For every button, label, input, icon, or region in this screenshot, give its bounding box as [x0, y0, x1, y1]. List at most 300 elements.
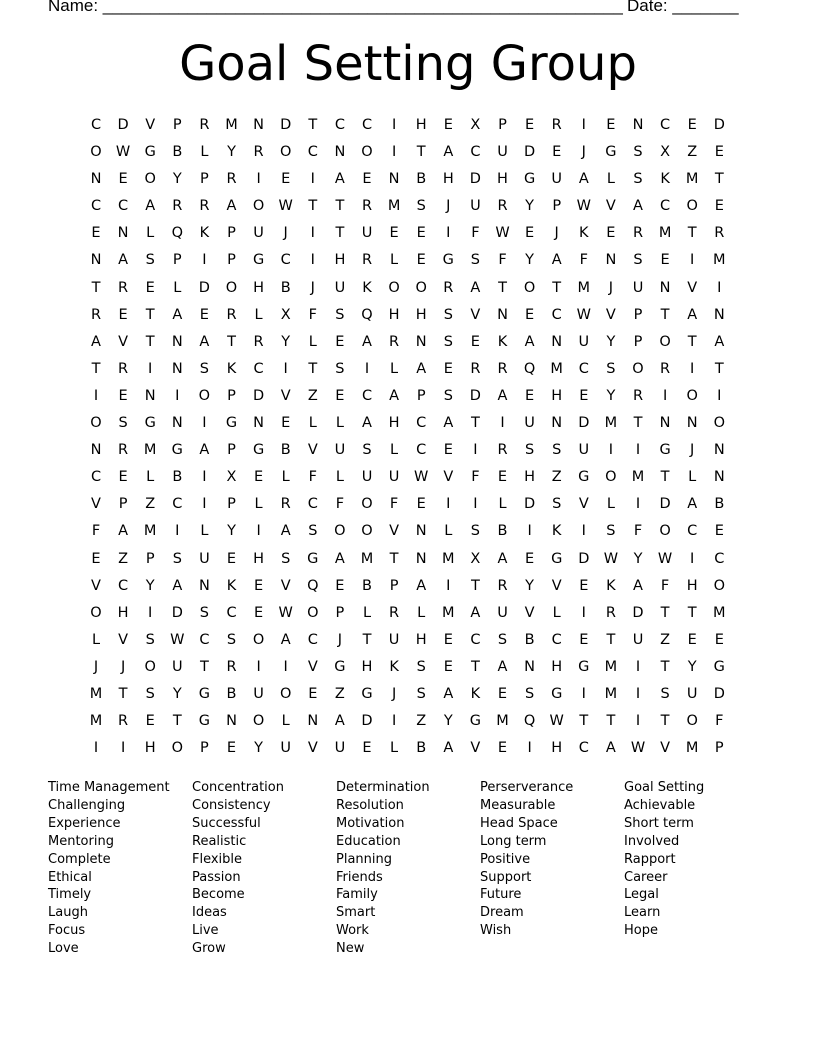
grid-letter[interactable]: N: [713, 442, 725, 459]
grid-letter[interactable]: X: [660, 144, 671, 161]
grid-letter[interactable]: O: [252, 713, 265, 730]
grid-letter[interactable]: I: [310, 171, 315, 188]
grid-letter[interactable]: S: [524, 442, 535, 459]
grid-letter[interactable]: S: [660, 685, 670, 702]
grid-letter[interactable]: E: [226, 740, 237, 757]
grid-letter[interactable]: L: [417, 604, 426, 621]
grid-letter[interactable]: F: [91, 523, 101, 540]
grid-letter[interactable]: V: [91, 577, 101, 594]
grid-letter[interactable]: X: [470, 117, 481, 133]
grid-letter[interactable]: H: [686, 577, 698, 594]
grid-letter[interactable]: J: [310, 279, 315, 296]
grid-letter[interactable]: A: [172, 306, 183, 323]
grid-letter[interactable]: C: [714, 550, 725, 567]
grid-letter[interactable]: V: [443, 469, 454, 486]
grid-letter[interactable]: T: [687, 604, 697, 621]
grid-letter[interactable]: C: [687, 523, 698, 540]
grid-letter[interactable]: V: [605, 198, 616, 215]
grid-letter[interactable]: L: [390, 442, 399, 459]
grid-letter[interactable]: A: [687, 306, 698, 323]
grid-letter[interactable]: U: [470, 198, 481, 215]
grid-letter[interactable]: N: [90, 442, 102, 459]
grid-letter[interactable]: G: [523, 171, 536, 188]
grid-letter[interactable]: N: [551, 415, 563, 432]
grid-letter[interactable]: A: [551, 252, 562, 269]
grid-letter[interactable]: I: [635, 685, 641, 702]
name-field[interactable]: Name: _______________________________________________________: [48, 0, 623, 15]
grid-letter[interactable]: P: [389, 577, 399, 594]
grid-letter[interactable]: P: [552, 198, 562, 215]
grid-letter[interactable]: N: [713, 306, 725, 323]
grid-letter[interactable]: E: [579, 387, 589, 404]
grid-letter[interactable]: P: [633, 333, 643, 350]
grid-letter[interactable]: E: [443, 442, 453, 459]
grid-letter[interactable]: H: [361, 658, 373, 675]
grid-letter[interactable]: A: [714, 333, 725, 350]
grid-letter[interactable]: A: [226, 198, 237, 215]
grid-letter[interactable]: A: [416, 577, 427, 594]
grid-letter[interactable]: E: [118, 469, 128, 486]
grid-letter[interactable]: N: [415, 333, 427, 350]
grid-letter[interactable]: G: [252, 442, 265, 459]
grid-letter[interactable]: E: [497, 740, 508, 757]
grid-letter[interactable]: E: [416, 496, 426, 513]
grid-letter[interactable]: W: [657, 550, 673, 567]
grid-letter[interactable]: I: [202, 252, 207, 269]
grid-letter[interactable]: Q: [361, 306, 373, 323]
grid-letter[interactable]: D: [280, 117, 292, 133]
grid-letter[interactable]: C: [90, 117, 102, 133]
grid-letter[interactable]: N: [171, 360, 183, 377]
grid-letter[interactable]: L: [390, 252, 399, 269]
grid-letter[interactable]: A: [280, 631, 291, 648]
grid-letter[interactable]: A: [334, 713, 345, 730]
grid-letter[interactable]: W: [576, 198, 591, 215]
grid-letter[interactable]: Y: [633, 550, 643, 567]
grid-letter[interactable]: R: [118, 713, 129, 730]
grid-letter[interactable]: S: [552, 496, 562, 513]
grid-letter[interactable]: C: [253, 360, 264, 377]
grid-letter[interactable]: T: [660, 469, 670, 486]
grid-letter[interactable]: A: [145, 198, 156, 215]
grid-letter[interactable]: U: [632, 279, 644, 296]
grid-letter[interactable]: H: [415, 306, 427, 323]
grid-letter[interactable]: L: [308, 333, 317, 350]
grid-letter[interactable]: O: [659, 523, 671, 540]
grid-letter[interactable]: O: [415, 279, 427, 296]
grid-letter[interactable]: H: [551, 740, 563, 757]
grid-letter[interactable]: G: [605, 144, 617, 161]
grid-letter[interactable]: E: [199, 306, 209, 323]
grid-letter[interactable]: T: [660, 604, 670, 621]
grid-letter[interactable]: D: [198, 279, 210, 296]
grid-letter[interactable]: J: [120, 658, 126, 675]
grid-letter[interactable]: P: [200, 171, 209, 188]
grid-letter[interactable]: S: [335, 306, 345, 323]
grid-letter[interactable]: V: [470, 740, 481, 757]
grid-letter[interactable]: S: [199, 360, 209, 377]
grid-letter[interactable]: U: [334, 279, 346, 296]
grid-letter[interactable]: M: [442, 550, 455, 567]
grid-letter[interactable]: U: [388, 469, 400, 486]
grid-letter[interactable]: I: [93, 387, 99, 404]
grid-letter[interactable]: M: [143, 523, 157, 540]
grid-letter[interactable]: E: [281, 171, 291, 188]
grid-letter[interactable]: E: [579, 577, 589, 594]
grid-letter[interactable]: H: [253, 550, 265, 567]
grid-letter[interactable]: M: [604, 415, 618, 432]
grid-letter[interactable]: D: [361, 713, 373, 730]
grid-letter[interactable]: F: [308, 306, 317, 323]
grid-letter[interactable]: P: [227, 225, 236, 242]
grid-letter[interactable]: D: [713, 117, 725, 133]
grid-letter[interactable]: B: [226, 685, 237, 702]
grid-letter[interactable]: Q: [523, 360, 536, 377]
grid-letter[interactable]: N: [226, 713, 237, 730]
grid-letter[interactable]: L: [146, 469, 155, 486]
grid-letter[interactable]: E: [362, 740, 372, 757]
grid-letter[interactable]: A: [470, 604, 481, 621]
grid-letter[interactable]: U: [253, 225, 264, 242]
grid-letter[interactable]: P: [172, 252, 182, 269]
grid-letter[interactable]: C: [280, 252, 291, 269]
grid-letter[interactable]: S: [443, 387, 453, 404]
grid-letter[interactable]: S: [633, 252, 643, 269]
grid-letter[interactable]: H: [551, 387, 563, 404]
grid-letter[interactable]: R: [172, 198, 183, 215]
grid-letter[interactable]: U: [280, 740, 291, 757]
grid-letter[interactable]: C: [470, 631, 481, 648]
grid-letter[interactable]: M: [442, 604, 455, 621]
grid-letter[interactable]: S: [470, 523, 480, 540]
grid-letter[interactable]: J: [93, 658, 99, 675]
grid-letter[interactable]: K: [497, 333, 508, 350]
grid-letter[interactable]: G: [469, 713, 482, 730]
grid-letter[interactable]: C: [307, 496, 318, 513]
grid-letter[interactable]: T: [470, 577, 480, 594]
grid-letter[interactable]: Y: [172, 171, 182, 188]
grid-letter[interactable]: I: [690, 550, 695, 567]
grid-letter[interactable]: I: [717, 387, 722, 404]
grid-letter[interactable]: I: [446, 577, 451, 594]
grid-letter[interactable]: A: [334, 550, 345, 567]
grid-letter[interactable]: I: [527, 523, 532, 540]
grid-letter[interactable]: C: [90, 469, 102, 486]
grid-letter[interactable]: H: [442, 171, 454, 188]
grid-letter[interactable]: D: [524, 144, 536, 161]
grid-letter[interactable]: I: [310, 225, 315, 242]
grid-letter[interactable]: S: [606, 360, 616, 377]
grid-letter[interactable]: C: [90, 198, 102, 215]
grid-letter[interactable]: S: [524, 685, 535, 702]
grid-letter[interactable]: M: [577, 279, 591, 296]
grid-letter[interactable]: C: [551, 306, 562, 323]
grid-letter[interactable]: C: [416, 442, 427, 459]
grid-letter[interactable]: C: [307, 144, 318, 161]
grid-letter[interactable]: I: [175, 387, 180, 404]
grid-letter[interactable]: P: [416, 387, 426, 404]
grid-letter[interactable]: T: [172, 713, 182, 730]
grid-letter[interactable]: V: [145, 117, 156, 133]
grid-letter[interactable]: L: [362, 604, 372, 621]
grid-letter[interactable]: D: [469, 387, 481, 404]
grid-letter[interactable]: L: [254, 306, 263, 323]
grid-letter[interactable]: L: [688, 469, 697, 486]
grid-letter[interactable]: S: [335, 360, 345, 377]
grid-letter[interactable]: R: [470, 360, 481, 377]
grid-letter[interactable]: E: [254, 577, 264, 594]
grid-letter[interactable]: L: [281, 713, 290, 730]
grid-letter[interactable]: Z: [416, 713, 427, 730]
grid-letter[interactable]: Y: [525, 198, 535, 215]
grid-letter[interactable]: U: [497, 604, 508, 621]
grid-letter[interactable]: M: [89, 685, 103, 702]
grid-letter[interactable]: T: [579, 713, 589, 730]
grid-letter[interactable]: I: [391, 713, 397, 730]
grid-letter[interactable]: I: [446, 225, 451, 242]
date-field[interactable]: Date: _______: [627, 0, 739, 15]
grid-letter[interactable]: T: [118, 685, 128, 702]
grid-letter[interactable]: K: [660, 171, 670, 188]
grid-letter[interactable]: E: [389, 225, 399, 242]
grid-letter[interactable]: E: [281, 415, 291, 432]
grid-letter[interactable]: J: [554, 225, 559, 242]
grid-letter[interactable]: U: [388, 631, 400, 648]
grid-letter[interactable]: A: [118, 252, 129, 269]
grid-letter[interactable]: M: [89, 713, 103, 730]
grid-letter[interactable]: H: [497, 171, 508, 188]
grid-letter[interactable]: C: [361, 117, 373, 133]
grid-letter[interactable]: T: [416, 144, 426, 161]
grid-letter[interactable]: U: [551, 171, 562, 188]
grid-letter[interactable]: W: [576, 306, 591, 323]
grid-letter[interactable]: R: [605, 604, 616, 621]
grid-letter[interactable]: K: [226, 360, 237, 377]
grid-letter[interactable]: P: [498, 117, 507, 133]
grid-letter[interactable]: R: [361, 198, 373, 215]
grid-letter[interactable]: L: [200, 523, 209, 540]
grid-letter[interactable]: I: [175, 523, 180, 540]
grid-letter[interactable]: P: [118, 496, 128, 513]
grid-letter[interactable]: S: [416, 198, 426, 215]
grid-letter[interactable]: A: [443, 685, 454, 702]
grid-letter[interactable]: I: [283, 658, 288, 675]
grid-letter[interactable]: E: [497, 469, 508, 486]
grid-letter[interactable]: E: [525, 225, 535, 242]
grid-letter[interactable]: M: [496, 713, 509, 730]
grid-letter[interactable]: L: [390, 740, 399, 757]
grid-letter[interactable]: J: [283, 225, 288, 242]
grid-letter[interactable]: U: [361, 469, 373, 486]
grid-letter[interactable]: Z: [660, 631, 671, 648]
grid-letter[interactable]: W: [414, 469, 429, 486]
grid-letter[interactable]: O: [90, 415, 102, 432]
grid-letter[interactable]: A: [470, 279, 481, 296]
grid-letter[interactable]: J: [446, 198, 451, 215]
grid-letter[interactable]: E: [335, 333, 345, 350]
grid-letter[interactable]: I: [690, 360, 695, 377]
grid-letter[interactable]: H: [388, 306, 400, 323]
grid-letter[interactable]: E: [660, 252, 670, 269]
grid-letter[interactable]: N: [171, 415, 183, 432]
grid-letter[interactable]: V: [551, 577, 562, 594]
grid-letter[interactable]: G: [551, 550, 563, 567]
grid-letter[interactable]: W: [495, 225, 510, 242]
grid-letter[interactable]: B: [362, 577, 372, 594]
grid-letter[interactable]: L: [606, 496, 615, 513]
grid-letter[interactable]: Y: [606, 387, 616, 404]
grid-letter[interactable]: S: [226, 631, 237, 648]
grid-letter[interactable]: R: [497, 577, 508, 594]
grid-letter[interactable]: K: [606, 577, 616, 594]
grid-letter[interactable]: P: [172, 117, 182, 133]
grid-letter[interactable]: U: [253, 685, 264, 702]
grid-letter[interactable]: J: [581, 144, 586, 161]
grid-letter[interactable]: A: [633, 577, 643, 594]
grid-letter[interactable]: E: [254, 469, 264, 486]
grid-letter[interactable]: X: [280, 306, 291, 323]
grid-letter[interactable]: O: [90, 144, 102, 161]
grid-letter[interactable]: R: [226, 658, 237, 675]
grid-letter[interactable]: D: [524, 496, 536, 513]
grid-letter[interactable]: T: [145, 306, 155, 323]
grid-letter[interactable]: T: [362, 631, 372, 648]
grid-letter[interactable]: B: [280, 442, 291, 459]
grid-letter[interactable]: O: [713, 577, 725, 594]
grid-letter[interactable]: R: [90, 306, 102, 323]
grid-letter[interactable]: L: [281, 469, 290, 486]
grid-letter[interactable]: E: [118, 171, 128, 188]
grid-letter[interactable]: T: [660, 658, 670, 675]
grid-letter[interactable]: O: [144, 658, 156, 675]
grid-letter[interactable]: U: [632, 631, 644, 648]
grid-letter[interactable]: V: [307, 442, 318, 459]
grid-letter[interactable]: K: [226, 577, 237, 594]
grid-letter[interactable]: A: [199, 333, 210, 350]
grid-letter[interactable]: L: [335, 415, 344, 432]
grid-letter[interactable]: S: [308, 523, 318, 540]
grid-letter[interactable]: E: [497, 685, 508, 702]
grid-letter[interactable]: T: [389, 550, 399, 567]
grid-letter[interactable]: I: [581, 523, 586, 540]
grid-letter[interactable]: C: [199, 631, 210, 648]
grid-letter[interactable]: P: [227, 442, 236, 459]
grid-letter[interactable]: E: [118, 387, 128, 404]
grid-letter[interactable]: K: [362, 279, 372, 296]
grid-letter[interactable]: E: [443, 631, 453, 648]
grid-letter[interactable]: B: [714, 496, 725, 513]
grid-letter[interactable]: F: [308, 469, 317, 486]
grid-letter[interactable]: F: [335, 496, 345, 513]
grid-letter[interactable]: O: [334, 523, 346, 540]
grid-letter[interactable]: M: [713, 604, 726, 621]
grid-letter[interactable]: I: [202, 469, 207, 486]
grid-letter[interactable]: E: [687, 631, 697, 648]
grid-letter[interactable]: A: [334, 171, 345, 188]
grid-letter[interactable]: N: [686, 415, 698, 432]
grid-letter[interactable]: K: [551, 523, 562, 540]
grid-letter[interactable]: Z: [307, 387, 318, 404]
grid-letter[interactable]: F: [633, 523, 643, 540]
grid-letter[interactable]: U: [578, 442, 590, 459]
grid-letter[interactable]: W: [549, 713, 564, 730]
grid-letter[interactable]: S: [145, 685, 155, 702]
grid-letter[interactable]: I: [717, 279, 722, 296]
grid-letter[interactable]: N: [415, 523, 427, 540]
grid-letter[interactable]: P: [200, 740, 209, 757]
grid-letter[interactable]: Y: [443, 713, 453, 730]
grid-letter[interactable]: L: [308, 415, 317, 432]
grid-letter[interactable]: P: [145, 550, 155, 567]
grid-letter[interactable]: S: [497, 631, 508, 648]
grid-letter[interactable]: E: [91, 550, 101, 567]
grid-letter[interactable]: E: [335, 577, 345, 594]
grid-letter[interactable]: V: [280, 577, 291, 594]
grid-letter[interactable]: O: [252, 631, 265, 648]
grid-letter[interactable]: I: [202, 415, 207, 432]
grid-letter[interactable]: O: [198, 387, 211, 404]
grid-letter[interactable]: L: [444, 523, 453, 540]
grid-letter[interactable]: T: [687, 225, 697, 242]
grid-letter[interactable]: A: [578, 171, 589, 188]
grid-letter[interactable]: E: [416, 225, 426, 242]
grid-letter[interactable]: I: [608, 442, 614, 459]
grid-letter[interactable]: K: [199, 225, 210, 242]
grid-letter[interactable]: A: [118, 523, 129, 540]
grid-letter[interactable]: R: [361, 252, 373, 269]
grid-letter[interactable]: G: [252, 252, 265, 269]
grid-letter[interactable]: L: [606, 171, 615, 188]
grid-letter[interactable]: E: [687, 117, 697, 133]
grid-letter[interactable]: Y: [254, 740, 264, 757]
grid-letter[interactable]: C: [578, 360, 589, 377]
grid-letter[interactable]: R: [551, 117, 562, 133]
grid-letter[interactable]: M: [631, 469, 645, 486]
grid-letter[interactable]: F: [498, 252, 507, 269]
grid-letter[interactable]: D: [253, 387, 265, 404]
grid-letter[interactable]: N: [90, 171, 102, 188]
grid-letter[interactable]: O: [171, 740, 183, 757]
grid-letter[interactable]: F: [660, 577, 670, 594]
grid-letter[interactable]: I: [635, 496, 641, 513]
grid-letter[interactable]: L: [335, 469, 344, 486]
grid-letter[interactable]: I: [283, 360, 288, 377]
grid-letter[interactable]: F: [579, 252, 588, 269]
grid-letter[interactable]: E: [416, 252, 426, 269]
grid-letter[interactable]: I: [662, 387, 668, 404]
grid-letter[interactable]: J: [608, 279, 614, 296]
grid-letter[interactable]: G: [578, 469, 590, 486]
grid-letter[interactable]: U: [199, 550, 210, 567]
grid-letter[interactable]: T: [660, 713, 670, 730]
grid-letter[interactable]: N: [605, 252, 617, 269]
grid-letter[interactable]: T: [308, 198, 318, 215]
grid-letter[interactable]: S: [416, 685, 426, 702]
grid-letter[interactable]: A: [497, 550, 508, 567]
grid-letter[interactable]: S: [606, 523, 616, 540]
grid-letter[interactable]: F: [471, 225, 480, 242]
grid-letter[interactable]: I: [446, 496, 451, 513]
grid-letter[interactable]: R: [118, 442, 129, 459]
grid-letter[interactable]: G: [144, 144, 156, 161]
grid-letter[interactable]: C: [172, 496, 183, 513]
grid-letter[interactable]: T: [470, 658, 480, 675]
grid-letter[interactable]: L: [390, 360, 399, 377]
grid-letter[interactable]: T: [498, 279, 507, 296]
grid-letter[interactable]: E: [525, 387, 535, 404]
grid-letter[interactable]: B: [172, 144, 183, 161]
grid-letter[interactable]: G: [171, 442, 183, 459]
